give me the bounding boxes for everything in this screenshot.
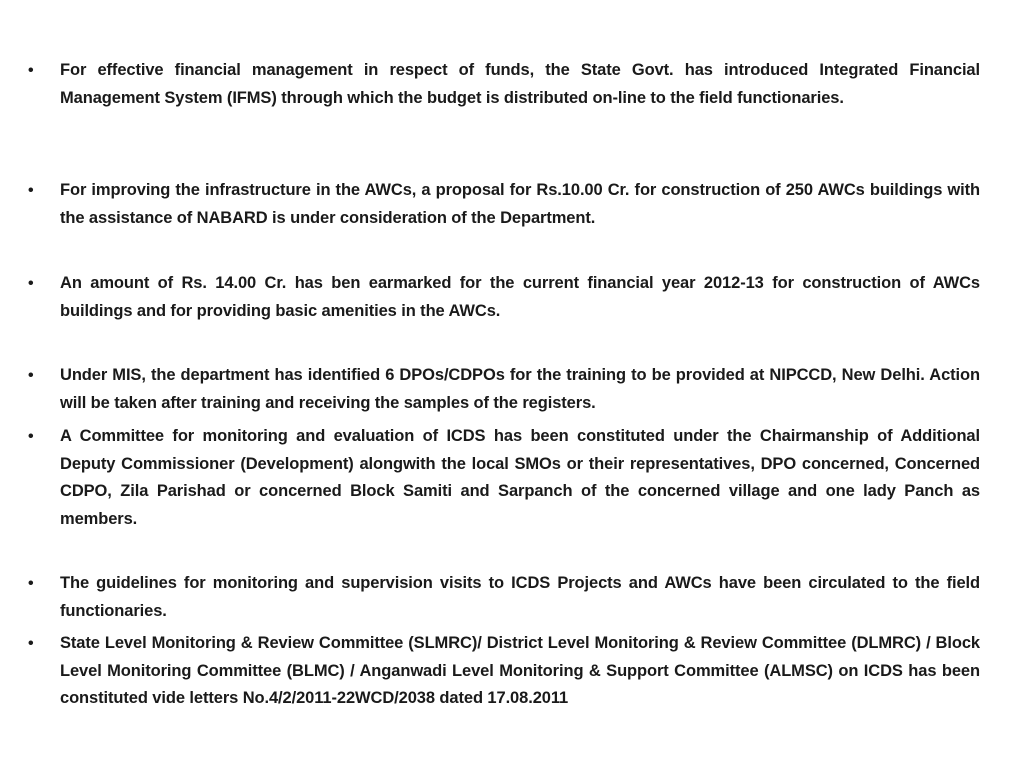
bullet-item-earmarked-amount <box>28 270 980 325</box>
bullet-item-guidelines <box>28 570 980 625</box>
bullet-item-infrastructure-proposal <box>28 177 980 232</box>
bullet-marker: • <box>28 275 34 292</box>
bullet-marker: • <box>28 635 34 652</box>
bullet-text: An amount of Rs. 14.00 Cr. has ben earmarked for the current financial year 2012-13 for construction of AWCs buildings and for providing basic amenities in the AWCs. <box>60 274 980 320</box>
bullet-text: For effective financial management in respect of funds, the State Govt. has introduced Integrated Financial Management System (IFMS) through which the budget is distributed on-line to the field functionaries. <box>60 61 980 107</box>
bullet-item-monitoring-committee <box>28 423 980 533</box>
bullet-marker: • <box>28 367 34 384</box>
bullet-text: Under MIS, the department has identified 6 DPOs/CDPOs for the training to be provided at NIPCCD, New Delhi. Action will be taken after training and receiving the samples of the registers. <box>60 366 980 412</box>
bullet-item-ifms <box>28 57 980 112</box>
bullet-text: A Committee for monitoring and evaluation of ICDS has been constituted under the Chairmanship of Additional Deputy Commissioner (Development) alongwith the local SMOs or their representatives, DPO concerned, Concerned CDPO, Zila Parishad or concerned Block Samiti and Sarpanch of the concerned village and one lady Panch as members. <box>60 427 980 528</box>
bullet-marker: • <box>28 182 34 199</box>
bullet-marker: • <box>28 575 34 592</box>
bullet-marker: • <box>28 62 34 79</box>
bullet-text: State Level Monitoring & Review Committee (SLMRC)/ District Level Monitoring & Review Committee (DLMRC) / Block Level Monitoring Committee (BLMC) / Anganwadi Level Monitoring & Support Committee (ALMSC) on ICDS has been constituted vide letters No.4/2/2011-22WCD/2038 dated 17.08.2011 <box>60 634 980 707</box>
bullet-text: For improving the infrastructure in the AWCs, a proposal for Rs.10.00 Cr. for construction of 250 AWCs buildings with the assistance of NABARD is under consideration of the Department. <box>60 181 980 227</box>
bullet-item-committees-constituted <box>28 630 980 713</box>
bullet-marker: • <box>28 428 34 445</box>
bullet-text: The guidelines for monitoring and supervision visits to ICDS Projects and AWCs have been circulated to the field functionaries. <box>60 574 980 620</box>
bullet-item-mis-training <box>28 362 980 417</box>
